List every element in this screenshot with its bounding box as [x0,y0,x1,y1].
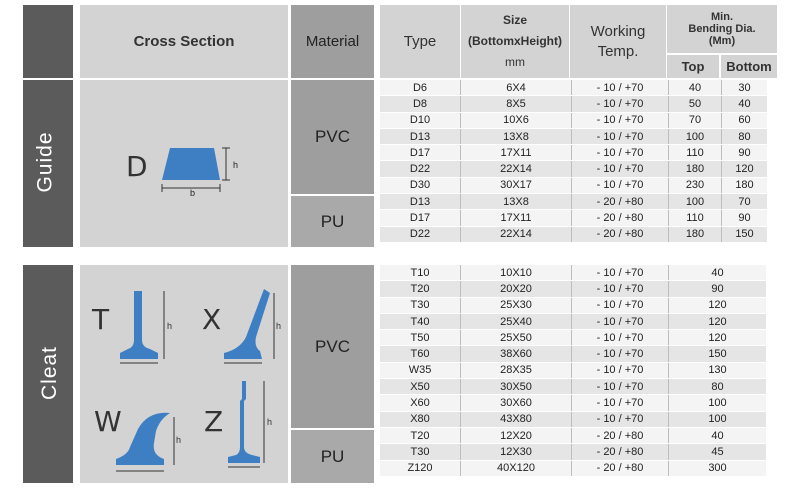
table-row [380,112,767,128]
table-cell: 100 [669,128,722,144]
table-cell: - 10 / +70 [572,395,669,411]
table-cell: - 20 / +80 [572,226,669,242]
table-row [380,226,767,242]
table-cell: - 20 / +80 [572,460,669,476]
header-bottom: Bottom [721,55,777,78]
table-cell: 180 [669,161,722,177]
cleat-cross-section-panel [80,265,288,483]
table-row [380,362,766,378]
table-cell: - 10 / +70 [572,96,669,112]
table-cell: D13 [380,194,461,210]
table-cell: 60 [722,112,768,128]
table-row [380,281,766,297]
cleat-table [380,265,766,477]
table-row [380,177,767,193]
table-cell: 110 [669,210,722,226]
table-cell: 230 [669,177,722,193]
table-cell: - 20 / +80 [572,427,669,443]
table-cell: - 10 / +70 [572,411,669,427]
table-cell: 100 [669,395,767,411]
table-cell: 70 [669,112,722,128]
cleat-letter-w: W [94,405,122,438]
guide-table [380,80,767,243]
z-profile-icon [224,377,294,472]
bending-unit: (Mm) [708,35,736,47]
table-cell: 12X20 [461,427,572,443]
svg-text:h: h [276,321,282,331]
table-cell: T60 [380,346,461,362]
table-cell: - 10 / +70 [572,313,669,329]
temp-label: Temp. [597,42,639,60]
table-cell: T20 [380,427,461,443]
table-row [380,313,766,329]
table-cell: - 20 / +80 [572,210,669,226]
table-cell: - 10 / +70 [572,177,669,193]
svg-text:h: h [167,321,173,331]
table-cell: D8 [380,96,461,112]
table-cell: - 10 / +70 [572,80,669,96]
table-cell: 22X14 [461,226,572,242]
svg-text:h: h [176,435,182,445]
table-cell: X50 [380,379,461,395]
table-row [380,194,767,210]
w-profile-icon [108,407,188,477]
table-cell: 8X5 [461,96,572,112]
table-row [380,444,766,460]
table-cell: W35 [380,362,461,378]
table-cell: 28X35 [461,362,572,378]
cleat-material-pu: PU [291,430,374,483]
header-bending [667,5,777,53]
table-row [380,460,766,476]
table-cell: 50 [669,96,722,112]
table-row [380,395,766,411]
table-row [380,330,766,346]
table-cell: 180 [722,177,768,193]
table-cell: - 10 / +70 [572,265,669,281]
table-row [380,379,766,395]
table-row [380,210,767,226]
table-cell: 40 [669,80,722,96]
guide-material-pvc: PVC [291,80,374,194]
cleat-side-bar [23,265,73,483]
table-cell: - 10 / +70 [572,112,669,128]
table-cell: 120 [722,161,768,177]
size-unit: mm [505,55,525,69]
table-cell: 90 [722,210,768,226]
table-cell: 45 [669,444,767,460]
table-row [380,96,767,112]
table-cell: T50 [380,330,461,346]
table-cell: 120 [669,313,767,329]
table-cell: D10 [380,112,461,128]
table-cell: 30X17 [461,177,572,193]
table-cell: D13 [380,128,461,144]
table-cell: - 10 / +70 [572,145,669,161]
table-cell: 13X8 [461,194,572,210]
table-cell: 17X11 [461,210,572,226]
table-cell: Z120 [380,460,461,476]
table-cell: 80 [722,128,768,144]
table-cell: - 10 / +70 [572,362,669,378]
table-cell: - 10 / +70 [572,128,669,144]
table-cell: X80 [380,411,461,427]
bending-min: Min. [711,11,733,23]
table-cell: 40 [669,427,767,443]
table-cell: T30 [380,297,461,313]
table-cell: 110 [669,145,722,161]
table-cell: 40 [669,265,767,281]
table-cell: 20X20 [461,281,572,297]
table-cell: 30X50 [461,379,572,395]
table-cell: 40 [722,96,768,112]
table-cell: - 10 / +70 [572,379,669,395]
table-cell: 90 [669,281,767,297]
table-cell: 70 [722,194,768,210]
table-cell: 10X6 [461,112,572,128]
table-cell: 13X8 [461,128,572,144]
guide-material-pu: PU [291,196,374,247]
cleat-letter-t: T [92,303,110,336]
table-cell: 150 [722,226,768,242]
table-cell: - 10 / +70 [572,346,669,362]
table-cell: 25X50 [461,330,572,346]
table-cell: D6 [380,80,461,96]
table-cell: 30X60 [461,395,572,411]
table-row [380,346,766,362]
header-side-bar [23,5,73,78]
table-row [380,297,766,313]
guide-dim-b: b [190,188,196,198]
table-row [380,411,766,427]
table-cell: 40X120 [461,460,572,476]
table-cell: D30 [380,177,461,193]
cleat-material-pvc: PVC [291,265,374,428]
table-cell: T30 [380,444,461,460]
header-type: Type [380,5,460,78]
table-cell: 130 [669,362,767,378]
table-cell: D22 [380,226,461,242]
guide-side-bar [23,80,73,247]
t-profile-icon [112,285,182,365]
table-cell: 150 [669,346,767,362]
table-cell: 10X10 [461,265,572,281]
table-cell: 43X80 [461,411,572,427]
header-size [461,5,569,78]
size-label: Size [502,13,527,27]
table-cell: 17X11 [461,145,572,161]
cleat-letter-z: Z [204,405,224,438]
guide-dim-h: h [233,160,239,170]
table-cell: X60 [380,395,461,411]
table-row [380,265,766,281]
table-cell: 25X40 [461,313,572,329]
table-row [380,128,767,144]
table-cell: - 20 / +80 [572,444,669,460]
table-cell: - 20 / +80 [572,194,669,210]
cleat-letter-x: X [202,303,222,336]
table-row [380,427,766,443]
table-cell: 22X14 [461,161,572,177]
table-cell: 25X30 [461,297,572,313]
table-cell: D17 [380,210,461,226]
table-cell: 12X30 [461,444,572,460]
table-row [380,145,767,161]
bending-label: Bending Dia. [688,23,756,35]
size-sub: (BottomxHeight) [468,34,562,48]
table-cell: T10 [380,265,461,281]
table-row [380,161,767,177]
guide-label: Guide [33,131,57,193]
table-cell: - 10 / +70 [572,330,669,346]
header-cross-section: Cross Section [80,5,288,78]
working-label: Working [590,22,646,40]
header-top: Top [667,55,719,78]
table-cell: - 10 / +70 [572,297,669,313]
x-profile-icon [216,285,286,365]
table-cell: 120 [669,297,767,313]
cleat-label: Cleat [38,345,62,401]
guide-cross-section-panel [80,80,288,247]
table-cell: 38X60 [461,346,572,362]
svg-text:h: h [267,417,273,427]
header-working-temp [570,5,666,78]
table-row [380,80,767,96]
table-cell: 100 [669,411,767,427]
table-cell: 6X4 [461,80,572,96]
guide-profile-letter: D [126,150,148,183]
table-cell: 100 [669,194,722,210]
table-cell: D17 [380,145,461,161]
table-cell: 30 [722,80,768,96]
table-cell: - 10 / +70 [572,281,669,297]
header-material: Material [291,5,374,78]
table-cell: 300 [669,460,767,476]
table-cell: 120 [669,330,767,346]
table-cell: T20 [380,281,461,297]
table-cell: 180 [669,226,722,242]
table-cell: 90 [722,145,768,161]
table-cell: 80 [669,379,767,395]
table-cell: - 10 / +70 [572,161,669,177]
table-cell: T40 [380,313,461,329]
table-cell: D22 [380,161,461,177]
